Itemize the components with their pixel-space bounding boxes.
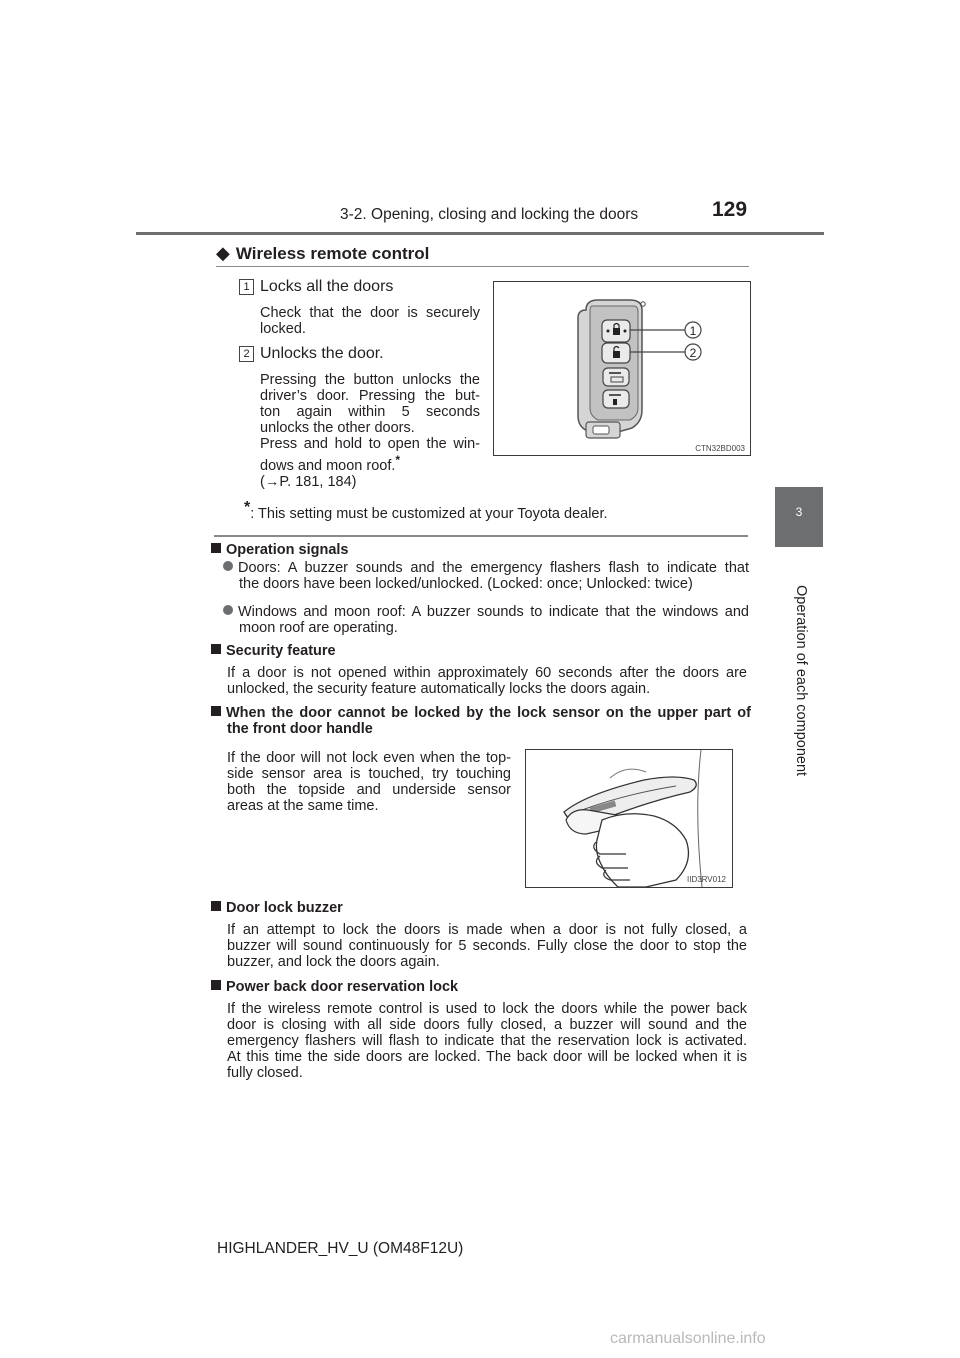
callout-1: 1 <box>689 324 697 338</box>
heading-rule <box>216 266 749 267</box>
wireless-heading-text: Wireless remote control <box>235 244 430 263</box>
section-title: 3-2. Opening, closing and locking the doors <box>340 206 639 223</box>
item-2-text: Pressing the button unlocks the driver’s door. Pressing the but- ton again within 5 seconds unlocks the other doors. Press and hold to open the win- dows and moon roof.* (→P. 181, 184) <box>260 372 480 490</box>
item-1-number: 1 <box>239 279 254 295</box>
power-back-door-text: If the wireless remote control is used to lock the doors while the power back door is closing with all side doors fully closed, a buzzer will sound and the emergency flashers will flash to indicate that the reservation lock is activated. At this time the side doors are locked. The back door will be locked when it is fully closed. <box>227 1001 747 1081</box>
bullet-icon <box>223 561 233 571</box>
figure-code: IID3RV012 <box>687 875 726 884</box>
door-lock-buzzer-heading: Door lock buzzer <box>211 900 343 916</box>
chapter-number: 3 <box>795 505 803 519</box>
power-back-door-heading: Power back door reservation lock <box>211 979 458 995</box>
diamond-icon: ◆ <box>216 243 230 263</box>
security-feature-text: If a door is not opened within approximately 60 seconds after the doors are unlocked, the security feature automatically locks the doors again. <box>227 665 747 697</box>
chapter-label: Operation of each component <box>793 585 809 777</box>
square-bullet-icon <box>211 980 221 990</box>
security-feature-heading: Security feature <box>211 643 336 659</box>
item-1-title: Locks all the doors <box>260 278 394 295</box>
lock-sensor-text: If the door will not lock even when the top- side sensor area is touched, try touching both the topside and underside sensor areas at the same time. <box>227 750 511 814</box>
square-bullet-icon <box>211 543 221 553</box>
square-bullet-icon <box>211 644 221 654</box>
operation-signals-heading: Operation signals <box>211 542 348 558</box>
header-rule <box>136 232 824 235</box>
lock-sensor-heading: When the door cannot be locked by the lock sensor on the upper part of the front door handle <box>211 705 751 737</box>
door-lock-buzzer-text: If an attempt to lock the doors is made when a door is not fully closed, a buzzer will sound continuously for 5 seconds. Fully close the door to stop the buzzer, and lock the doors again. <box>227 922 747 970</box>
callout-2: 2 <box>689 346 697 360</box>
key-fob-illustration <box>494 282 750 455</box>
wireless-heading <box>216 243 429 264</box>
item-2-title: Unlocks the door. <box>260 345 384 362</box>
door-handle-illustration <box>526 750 732 887</box>
footer-model: HIGHLANDER_HV_U (OM48F12U) <box>217 1240 464 1257</box>
square-bullet-icon <box>211 901 221 911</box>
item-2-number: 2 <box>239 346 254 362</box>
operation-signals-bullet-1: Doors: A buzzer sounds and the emergency flashers flash to indicate that the doors have been locked/unlocked. (Locked: once; Unlocked: twice) <box>223 560 749 592</box>
door-handle-figure <box>525 749 733 888</box>
watermark: carmanualsonline.info <box>610 1330 766 1347</box>
key-fob-figure <box>493 281 751 456</box>
square-bullet-icon <box>211 706 221 716</box>
operation-signals-bullet-2: Windows and moon roof: A buzzer sounds to indicate that the windows and moon roof are operating. <box>223 604 749 636</box>
footnote: *: This setting must be customized at your Toyota dealer. <box>244 499 608 522</box>
page-number: 129 <box>712 198 748 221</box>
item-1-text: Check that the door is securely locked. <box>260 305 480 337</box>
bullet-icon <box>223 605 233 615</box>
section-divider <box>214 535 748 537</box>
figure-code: CTN32BD003 <box>695 444 745 453</box>
